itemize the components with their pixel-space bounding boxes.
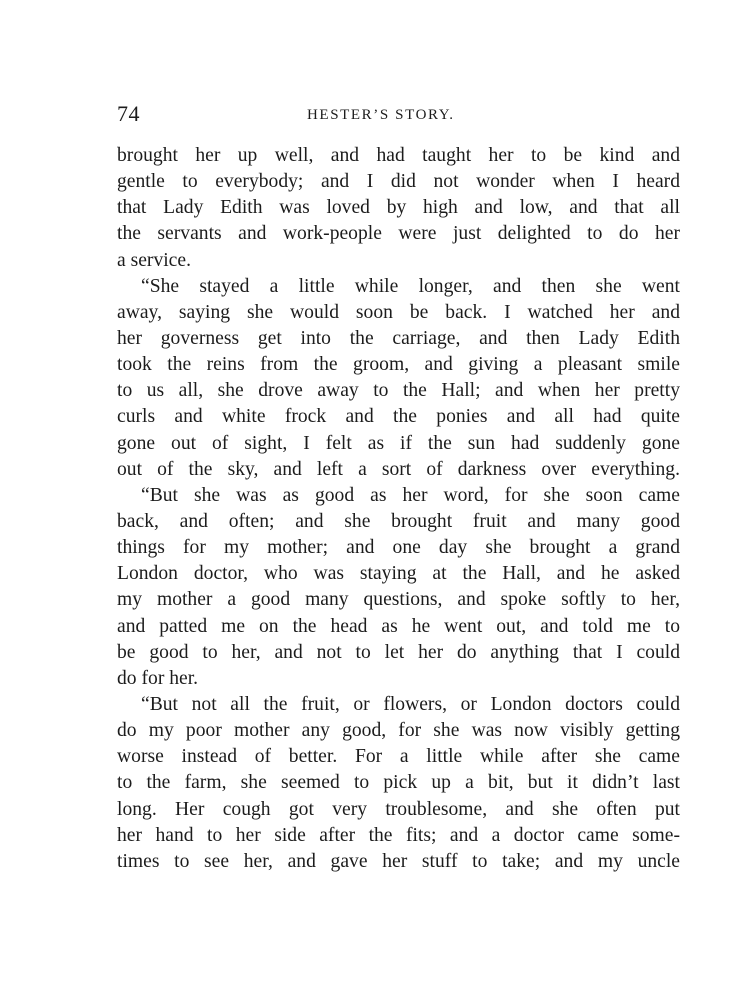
- text-line: “She stayed a little while longer, and then she went: [141, 275, 680, 297]
- text-line: do my poor mother any good, for she was now visibly getting: [117, 720, 680, 742]
- text-line: “But not all the fruit, or flowers, or London doctors could: [141, 693, 680, 715]
- text-line: gone out of sight, I felt as if the sun had suddenly gone: [117, 432, 680, 454]
- text-line: be good to her, and not to let her do anything that I could: [117, 641, 680, 663]
- text-line: back, and often; and she brought fruit and many good: [117, 510, 680, 532]
- text-line: long. Her cough got very troublesome, and she often put: [117, 798, 680, 820]
- running-head: [117, 100, 680, 128]
- text-line: things for my mother; and one day she brought a grand: [117, 537, 680, 559]
- running-title: HESTER’S STORY.: [307, 107, 455, 123]
- text-line: brought her up well, and had taught her to be kind and: [117, 145, 680, 166]
- text-line: out of the sky, and left a sort of darkness over everything.: [117, 458, 680, 480]
- text-line: her hand to her side after the fits; and a doctor came some-: [117, 824, 680, 846]
- text-line: a service.: [117, 249, 191, 271]
- text-line: to the farm, she seemed to pick up a bit, but it didn’t last: [117, 772, 680, 794]
- text-line: my mother a good many questions, and spoke softly to her,: [117, 589, 680, 611]
- text-line: London doctor, who was staying at the Hall, and he asked: [117, 563, 680, 585]
- page-number: 74: [117, 101, 140, 126]
- text-line: “But she was as good as her word, for she soon came: [141, 484, 680, 506]
- text-line: and patted me on the head as he went out, and told me to: [117, 615, 680, 637]
- text-line: took the reins from the groom, and giving a pleasant smile: [117, 354, 680, 376]
- body-text: [117, 143, 680, 875]
- text-line: times to see her, and gave her stuff to take; and my uncle: [117, 850, 680, 872]
- text-line: gentle to everybody; and I did not wonder when I heard: [117, 171, 680, 193]
- text-line: worse instead of better. For a little while after she came: [117, 746, 680, 768]
- text-line: her governess get into the carriage, and then Lady Edith: [117, 327, 680, 349]
- text-line: the servants and work-people were just delighted to do her: [117, 223, 680, 245]
- text-line: do for her.: [117, 667, 199, 689]
- text-line: that Lady Edith was loved by high and low, and that all: [117, 197, 680, 219]
- text-line: curls and white frock and the ponies and all had quite: [117, 406, 680, 428]
- text-line: away, saying she would soon be back. I watched her and: [117, 301, 680, 323]
- text-line: to us all, she drove away to the Hall; and when her pretty: [117, 380, 680, 402]
